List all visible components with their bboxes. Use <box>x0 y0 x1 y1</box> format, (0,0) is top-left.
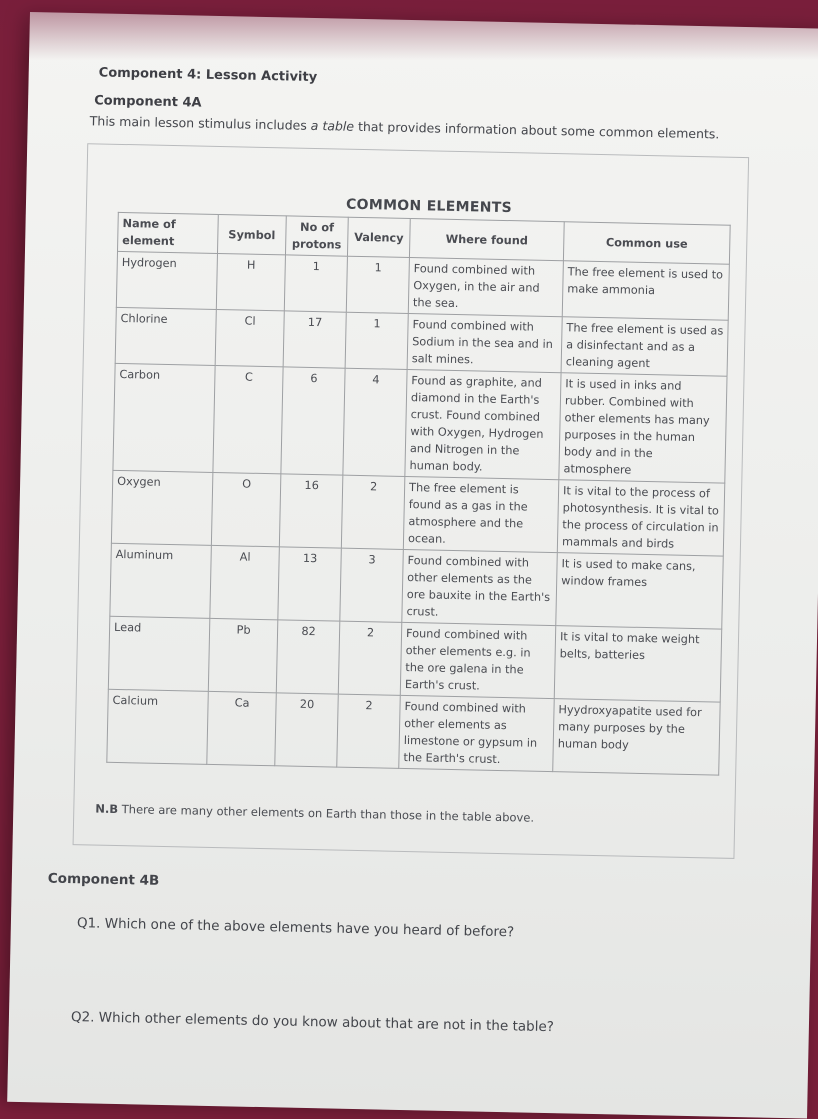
element-symbol: Ca <box>207 691 277 765</box>
intro-text-italic: a table <box>310 117 355 134</box>
element-common-use: It is vital to make weight belts, batteries <box>554 626 721 702</box>
element-protons: 1 <box>284 255 347 312</box>
element-name: Calcium <box>107 689 209 764</box>
element-where-found: Found combined with Sodium in the sea and in salt mines. <box>407 313 562 372</box>
element-valency: 4 <box>343 368 407 476</box>
header-protons: No of protons <box>285 216 348 256</box>
intro-text-end: that provides information about some common elements. <box>353 118 720 142</box>
element-name: Lead <box>108 616 210 691</box>
element-valency: 1 <box>345 312 408 369</box>
element-protons: 17 <box>283 311 346 368</box>
element-common-use: It is vital to the process of photosynthesis. It is vital to the process of circulation in mammals and birds <box>557 480 724 556</box>
table-title: COMMON ELEMENTS <box>345 196 513 217</box>
header-valency: Valency <box>347 217 410 257</box>
header-where-found: Where found <box>409 219 564 261</box>
footnote-text: There are many other elements on Earth than those in the table above. <box>117 802 535 825</box>
element-valency: 3 <box>340 548 404 622</box>
element-symbol: C <box>213 365 283 473</box>
element-valency: 2 <box>341 475 405 549</box>
component-4b-heading: Component 4B <box>47 870 160 889</box>
element-protons: 13 <box>278 547 342 621</box>
intro-text <box>90 113 720 141</box>
element-common-use: Hyydroxyapatite used for many purposes by the human body <box>553 699 720 775</box>
table-row <box>113 363 727 483</box>
question-1: Q1. Which one of the above elements have you heard of before? <box>76 915 515 941</box>
elements-table <box>106 212 730 776</box>
element-symbol: Cl <box>215 309 284 366</box>
element-common-use: The free element is used to make ammonia <box>562 261 729 320</box>
element-where-found: Found combined with other elements e.g. in the ore galena in the Earth's crust. <box>400 622 555 698</box>
worksheet-page <box>7 12 818 1119</box>
element-valency: 1 <box>346 256 409 313</box>
element-protons: 20 <box>275 693 339 767</box>
element-common-use: The free element is used as a disinfectant and as a cleaning agent <box>561 317 728 376</box>
element-where-found: The free element is found as a gas in the atmosphere and the ocean. <box>403 476 558 552</box>
question-2: Q2. Which other elements do you know about that are not in the table? <box>70 1009 555 1036</box>
table-row <box>108 616 721 702</box>
element-name: Chlorine <box>115 307 216 365</box>
table-row <box>110 543 723 629</box>
element-common-use: It is used in inks and rubber. Combined with other elements has many purposes in the human body and in the atmosphere <box>559 373 727 483</box>
element-name: Hydrogen <box>116 251 217 309</box>
footnote-nb: N.B <box>95 801 119 817</box>
element-symbol: Pb <box>208 618 278 692</box>
element-name: Oxygen <box>111 470 213 545</box>
element-valency: 2 <box>337 694 401 768</box>
element-where-found: Found combined with Oxygen, in the air and the sea. <box>408 258 563 317</box>
element-where-found: Found combined with other elements as the ore bauxite in the Earth's crust. <box>402 549 557 625</box>
element-protons: 16 <box>279 474 343 548</box>
element-common-use: It is used to make cans, window frames <box>556 553 723 629</box>
element-symbol: O <box>211 472 281 546</box>
element-name: Aluminum <box>110 543 212 618</box>
intro-text-start: This main lesson stimulus includes <box>89 113 311 133</box>
component-heading: Component 4: Lesson Activity <box>98 65 318 86</box>
element-symbol: H <box>216 253 285 310</box>
header-symbol: Symbol <box>217 214 286 254</box>
sub-component-heading: Component 4A <box>93 93 202 111</box>
element-valency: 2 <box>338 621 402 695</box>
element-protons: 6 <box>281 367 345 475</box>
element-where-found: Found as graphite, and diamond in the Earth's crust. Found combined with Oxygen, Hydrogen and Nitrogen in the human body. <box>405 369 561 479</box>
element-where-found: Found combined with other elements as limestone or gypsum in the Earth's crust. <box>399 695 554 771</box>
table-row <box>111 470 724 556</box>
element-name: Carbon <box>113 363 215 472</box>
header-common-use: Common use <box>563 222 730 264</box>
element-protons: 82 <box>276 620 340 694</box>
header-name: Name of element <box>118 212 219 253</box>
table-row <box>107 689 720 775</box>
element-symbol: Al <box>210 545 280 619</box>
